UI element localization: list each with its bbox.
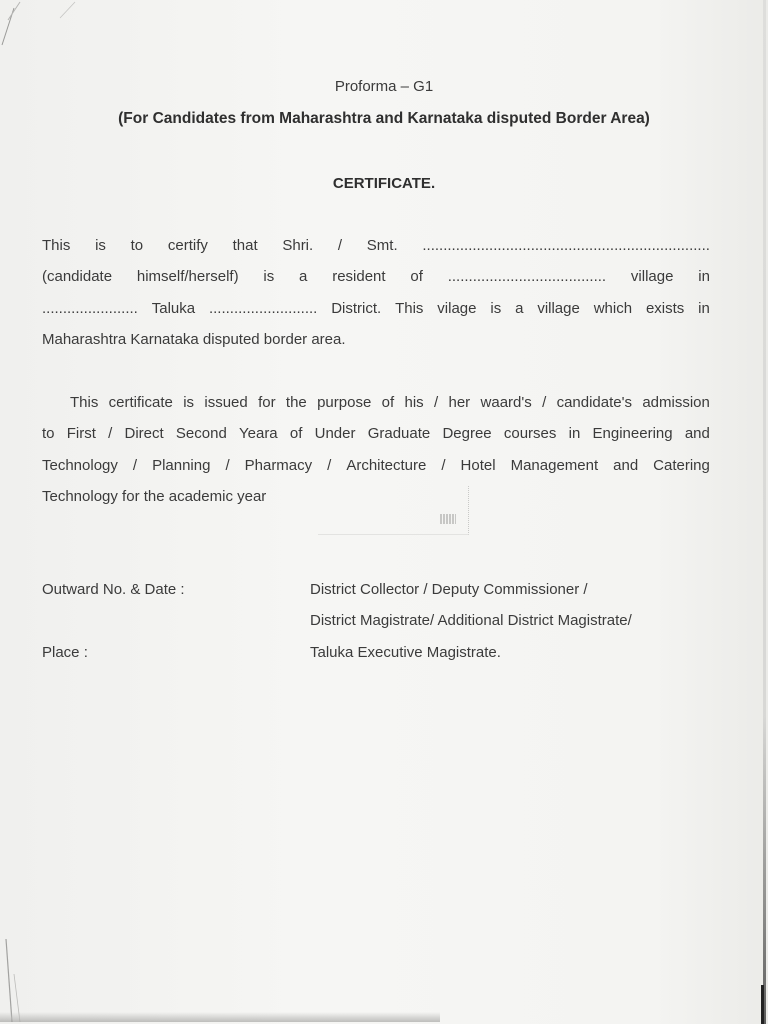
text-word: and: [684, 425, 710, 442]
authority-line1: District Collector / Deputy Commissioner /: [310, 581, 588, 598]
stamp-area: [318, 486, 469, 535]
text-word: of: [410, 268, 423, 285]
scan-edge-shadow: [761, 985, 764, 1024]
text-word: This: [395, 300, 424, 317]
text-word: /: [327, 457, 332, 474]
text-word: is: [263, 268, 275, 285]
para2-line4: Technology for the academic year: [42, 488, 267, 505]
text-word: .....................................................................: [422, 237, 710, 254]
text-word: First: [66, 425, 96, 442]
certificate-heading: CERTIFICATE.: [332, 175, 436, 192]
text-word: purpose: [317, 394, 372, 411]
stamp-mark-icon: [440, 514, 456, 524]
para1-line2: [42, 268, 710, 285]
text-word: Under: [314, 425, 356, 442]
text-word: (candidate: [42, 268, 113, 285]
text-word: that: [232, 237, 258, 254]
outward-label: Outward No. & Date :: [42, 581, 185, 598]
text-word: for: [258, 394, 276, 411]
text-word: Hotel: [460, 457, 496, 474]
text-word: Direct: [124, 425, 164, 442]
para1-line3: [42, 300, 710, 317]
para2-line3: [42, 457, 710, 474]
text-word: Technology: [42, 457, 118, 474]
text-word: exists: [645, 300, 685, 317]
text-word: waard's: [480, 394, 532, 411]
place-label: Place :: [42, 644, 88, 661]
para2-line1: [70, 394, 710, 411]
text-word: Engineering: [592, 425, 673, 442]
text-word: Graduate: [367, 425, 431, 442]
text-word: Catering: [653, 457, 710, 474]
text-word: himself/herself): [136, 268, 239, 285]
text-word: resident: [332, 268, 386, 285]
text-word: .......................: [42, 300, 138, 317]
para1-line4: Maharashtra Karnataka disputed border area.: [42, 331, 346, 348]
proforma-label: Proforma – G1: [334, 78, 434, 95]
text-word: /: [108, 425, 113, 442]
text-word: and: [613, 457, 639, 474]
text-word: which: [593, 300, 633, 317]
text-word: /: [337, 237, 343, 254]
text-word: /: [132, 457, 138, 474]
text-word: District.: [331, 300, 382, 317]
para2-line2: [42, 425, 710, 442]
text-word: /: [441, 457, 446, 474]
text-word: Management: [510, 457, 599, 474]
text-word: is: [95, 237, 106, 254]
text-word: This: [70, 394, 99, 411]
text-word: her: [448, 394, 471, 411]
text-word: Second: [175, 425, 227, 442]
text-word: vilage: [437, 300, 477, 317]
text-word: candidate's: [556, 394, 632, 411]
text-word: a: [515, 300, 524, 317]
scan-edge-bottom: [0, 1012, 440, 1022]
text-word: village: [630, 268, 674, 285]
text-word: in: [698, 268, 710, 285]
text-word: of: [381, 394, 395, 411]
text-word: admission: [642, 394, 710, 411]
authority-line2: District Magistrate/ Additional District Magistrate/: [310, 612, 632, 629]
text-word: in: [698, 300, 710, 317]
text-word: Planning: [152, 457, 211, 474]
text-word: is: [490, 300, 502, 317]
text-word: Smt.: [366, 237, 398, 254]
text-word: the: [285, 394, 307, 411]
text-word: courses: [503, 425, 557, 442]
text-word: to: [42, 425, 55, 442]
text-word: /: [542, 394, 547, 411]
text-word: of: [289, 425, 303, 442]
text-word: his: [404, 394, 424, 411]
scan-corner-mark-bottom: [0, 934, 40, 1024]
text-word: /: [434, 394, 439, 411]
text-word: This: [42, 237, 71, 254]
text-word: Pharmacy: [244, 457, 313, 474]
text-word: certificate: [108, 394, 173, 411]
text-word: Shri.: [282, 237, 314, 254]
para1-line1: [42, 237, 710, 254]
text-word: Degree: [442, 425, 492, 442]
authority-line3: Taluka Executive Magistrate.: [310, 644, 501, 661]
scan-edge-right: [763, 0, 766, 1024]
text-word: certify: [167, 237, 208, 254]
text-word: Yeara: [239, 425, 278, 442]
text-word: ..........................: [208, 300, 318, 317]
text-word: is: [183, 394, 195, 411]
text-word: to: [130, 237, 144, 254]
text-word: issued: [204, 394, 248, 411]
text-word: in: [568, 425, 581, 442]
form-subtitle: (For Candidates from Maharashtra and Karnataka disputed Border Area): [118, 110, 650, 127]
text-word: Taluka: [151, 300, 196, 317]
text-word: a: [299, 268, 308, 285]
scan-corner-mark: [0, 0, 80, 60]
text-word: village: [537, 300, 580, 317]
text-word: /: [225, 457, 230, 474]
text-word: Architecture: [346, 457, 427, 474]
text-word: ......................................: [447, 268, 607, 285]
